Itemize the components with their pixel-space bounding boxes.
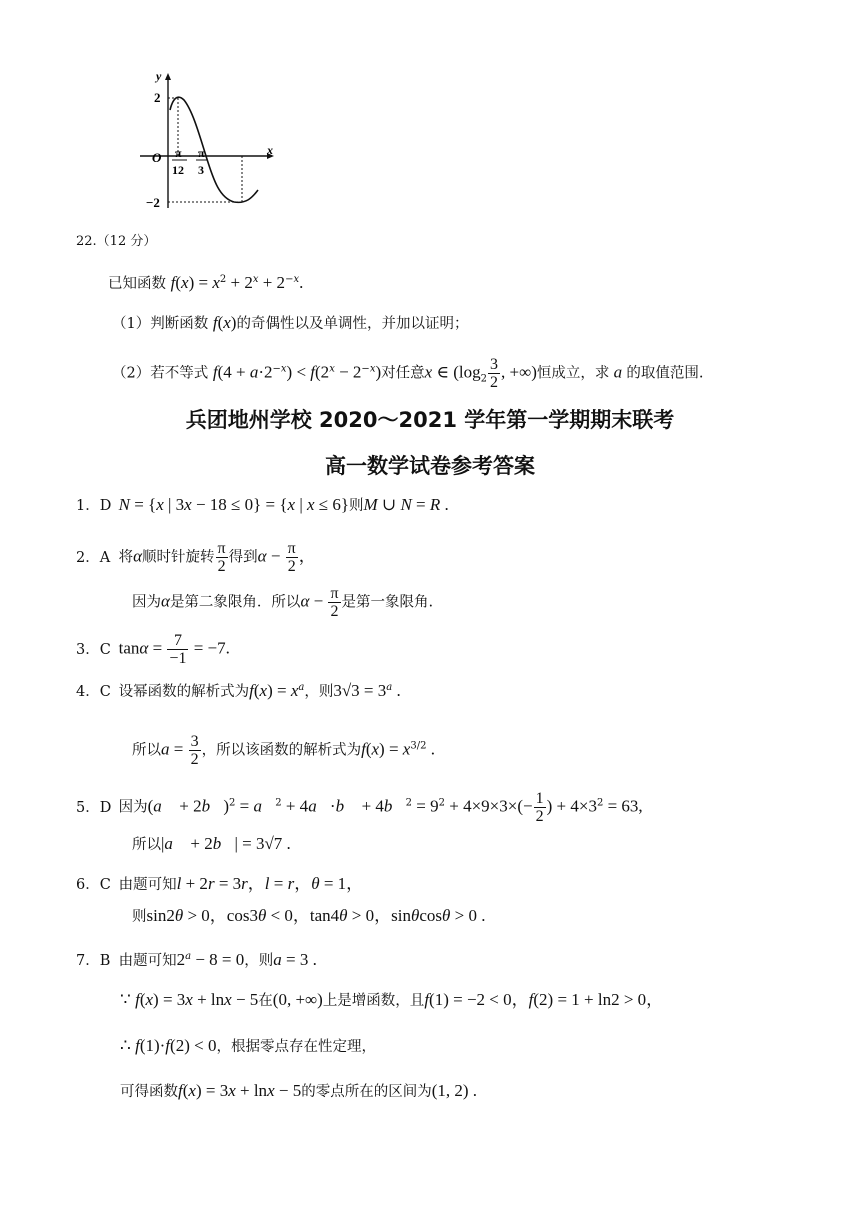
answer-7-line4: 可得函数f(x) = 3x + lnx − 5的零点所在的区间为(1, 2) . — [120, 1081, 478, 1100]
answer-7: 7．B 由题可知$2^a - 8 = 0$，则a = 3 . — [76, 949, 317, 969]
y-max-label: 2 — [154, 90, 161, 105]
answer-2: 2．A 将α顺时针旋转 $\frac{\pi}{2}$ 得到α − $\frac{\pi}{2}$ ， — [76, 540, 316, 575]
answer-3: 3．C tanα = $\frac{7}{-1}$ = −7. — [76, 632, 230, 667]
y-min-label: −2 — [146, 195, 160, 210]
tick1-den: 12 — [172, 163, 184, 177]
answer-5-line2: 所以|a⃗ + 2b⃗| = 3√7 . — [132, 834, 291, 853]
answer-6-line2: 则sin2θ > 0，cos3θ < 0，tan4θ > 0，sinθcosθ > 0 . — [132, 906, 486, 925]
answer-7-line2: ∵ f(x) = 3x + lnx − 5在(0, +∞)上是增函数，且f(1) = −2 < 0，f(2) = 1 + ln2 > 0， — [120, 990, 664, 1009]
q22-header: 22.（12 分） — [76, 234, 157, 249]
answer-4-line2: 所以a = $\frac{3}{2}$ ，所以该函数的解析式为$f(x) = x^{3/2}$ . — [132, 733, 435, 768]
sine-curve — [170, 97, 258, 202]
answer-1: 1．D N = {x | 3x − 18 ≤ 0} = {x | x ≤ 6}则M ∪ N = R . — [76, 495, 449, 514]
q22-part1: （1）判断函数 f(x)的奇偶性以及单调性，并加以证明； — [112, 313, 469, 332]
origin-label: O — [152, 150, 162, 165]
tick1-num: π — [175, 146, 182, 160]
y-label: y — [156, 70, 162, 83]
function-graph — [140, 70, 280, 210]
answer-6: 6．C 由题可知l + 2r = 3r，l = r，θ = 1， — [76, 874, 364, 893]
answer-5: 5．D 因为(a⃗ + 2b⃗)$^2$ = a⃗$^2$ + 4a⃗·b⃗ + 4b⃗$^2$ = $9^2 + 4\times 9\times 3\times(-$ $\frac{1}{2}$ ) + $4\times 3^2 = 63$, — [76, 790, 643, 825]
tick2-num: π — [198, 146, 205, 160]
q22-part2: （2）若不等式 $f(4 + a\cdot 2^{-x}) < f(2^x - 2^{-x})$对任意x ∈ ($\log_2$ $\frac{3}{2}$ , +∞)恒成立，求 a 的取值范围. — [112, 356, 704, 391]
q22-given: 已知函数 $f(x) = x^2 + 2^x + 2^{-x}$. — [108, 272, 304, 292]
tick2-den: 3 — [198, 163, 204, 177]
answer-2-line2: 因为α是第二象限角．所以α − $\frac{\pi}{2}$ 是第一象限角. — [132, 585, 434, 620]
answer-7-line3: ∴ f(1)·f(2) < 0，根据零点存在性定理， — [120, 1036, 376, 1055]
answer-title: 高一数学试卷参考答案 — [325, 454, 535, 478]
x-label: x — [267, 143, 273, 157]
exam-title: 兵团地州学校 2020～2021 学年第一学期期末联考 — [185, 408, 675, 432]
answer-4: 4．C 设幂函数的解析式为$f(x) = x^a$，则$3√3 = 3^a$ . — [76, 680, 401, 700]
y-axis-arrow — [165, 73, 171, 80]
